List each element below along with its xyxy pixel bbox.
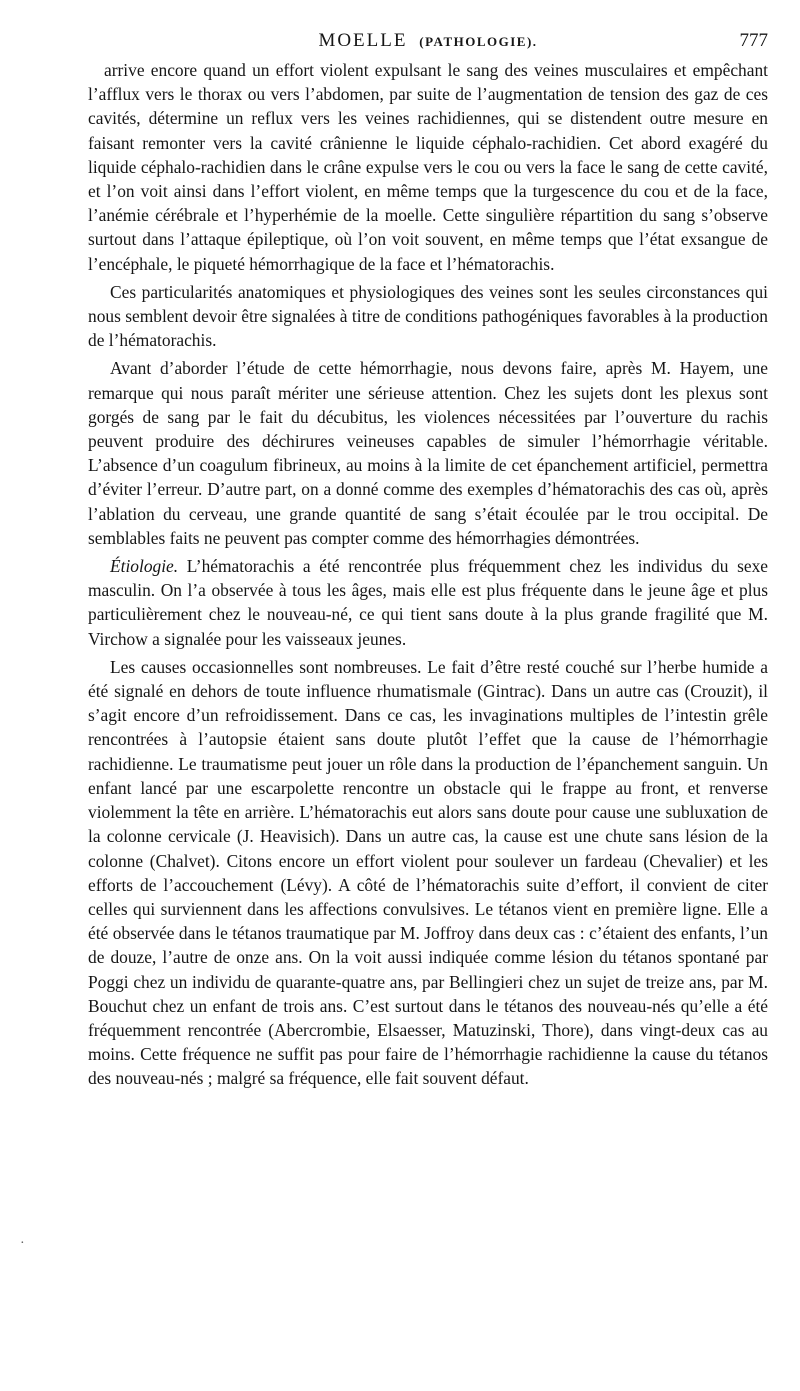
margin-mark-dot: · xyxy=(20,1236,25,1251)
paragraph-3 xyxy=(88,356,768,550)
paragraph-5 xyxy=(88,655,768,1091)
paragraph-text: L’hématorachis a été rencontrée plus fréquemment chez les individus du sexe masculin. On l’a observée à tous les âges, mais elle est plus fréquente dans le jeune âge et plus particulièrement chez le nouveau-né, ce qui tient sans doute à la plus grande fragilité que M. Virchow a signalée pour les vaisseaux jeunes. xyxy=(88,556,768,649)
running-head xyxy=(88,30,768,56)
running-title-sub: (PATHOLOGIE). xyxy=(419,34,538,49)
paragraph-text: arrive encore quand un effort violent expulsant le sang des veines musculaires et empêchant l’afflux vers le thorax ou vers l’abdomen, par suite de l’augmentation de tension des gaz de ces cavités, détermine un reflux vers les veines rachidiennes, qui se distendent outre mesure en faisant remonter vers la cavité crânienne le liquide céphalo-rachidien. Cet abord exagéré du liquide céphalo-rachidien dans le crâne expulse vers le cou ou vers la face le sang de cette cavité, et l’on voit ainsi dans l’effort violent, en même temps que la turgescence du cou et de la face, l’anémie cérébrale et l’hyperhémie de la moelle. Cette singulière répartition du sang s’observe surtout dans l’attaque épileptique, où l’on voit souvent, en même temps que l’état exsangue de l’encéphale, le piqueté hémorrhagique de la face et l’hématorachis. xyxy=(88,60,768,274)
paragraph-text: Ces particularités anatomiques et physiologiques des veines sont les seules circonstances qui nous semblent devoir être signalées à titre de conditions pathogéniques favorables à la production de l’hématorachis. xyxy=(88,281,768,351)
running-title-main: MOELLE xyxy=(318,30,408,51)
paragraph-1 xyxy=(88,58,768,276)
section-heading-etiologie: Étiologie. xyxy=(110,556,179,577)
running-title xyxy=(88,30,768,52)
paragraph-2 xyxy=(88,280,768,353)
page-number: 777 xyxy=(739,30,768,51)
body-text xyxy=(88,58,768,1095)
paragraph-etiologie xyxy=(88,554,768,651)
paragraph-text: Les causes occasionnelles sont nombreuses. Le fait d’être resté couché sur l’herbe humide a été signalé en dehors de toute influence rhumatismale (Gintrac). Dans un autre cas (Crouzit), il s’agit encore d’un refroidissement. Dans ce cas, les invaginations multiples de l’intestin grêle rencontrées à l’autopsie étaient sans doute plutôt l’effet que la cause de l’hémorrhagie rachidienne. Le traumatisme peut jouer un rôle dans la production de l’épanchement sanguin. Un enfant lancé par une escarpolette rencontre un obstacle qui le frappe au front, et renverse violemment la tête en arrière. L’hématorachis eut alors sans doute pour cause une subluxation de la colonne cervicale (J. Heavisich). Dans un autre cas, la cause est une chute sans lésion de la colonne (Chalvet). Citons encore un effort violent pour soulever un fardeau (Chevalier) et les efforts de l’accouchement (Lévy). A côté de l’hématorachis suite d’effort, il convient de citer celles qui surviennent dans les affections convulsives. Le tétanos vient en première ligne. Elle a été observée dans le tétanos traumatique par M. Joffroy dans deux cas : c’étaient des enfants, l’un de douze, l’autre de onze ans. On la voit aussi indiquée comme lésion du tétanos spontané par Poggi chez un individu de quarante-quatre ans, par Bellingieri chez un sujet de treize ans, par M. Bouchut chez un enfant de trois ans. C’est surtout dans le tétanos des nouveau-nés qu’elle a été fréquemment rencontrée (Abercrombie, Elsaesser, Matuzinski, Thore), dans vingt-deux cas au moins. Cette fréquence ne suffit pas pour faire de l’hémorrhagie rachidienne la cause du tétanos des nouveau-nés ; malgré sa fréquence, elle fait souvent défaut. xyxy=(88,656,768,1089)
paragraph-text: Avant d’aborder l’étude de cette hémorrhagie, nous devons faire, après M. Hayem, une remarque qui nous paraît mériter une sérieuse attention. Chez les sujets dont les plexus sont gorgés de sang par le fait du décubitus, les violences nécessitées par l’ouverture du rachis peuvent produire des déchirures veineuses capables de simuler l’hémorrhagie véritable. L’absence d’un coagulum fibrineux, au moins à la limite de cet épanchement artificiel, permettra d’éviter l’erreur. D’autre part, on a donné comme des exemples d’hématorachis des cas où, après l’ablation du cerveau, une grande quantité de sang s’était écoulée par le trou occipital. De semblables faits ne peuvent pas compter comme des hémorrhagies démontrées. xyxy=(88,358,768,548)
